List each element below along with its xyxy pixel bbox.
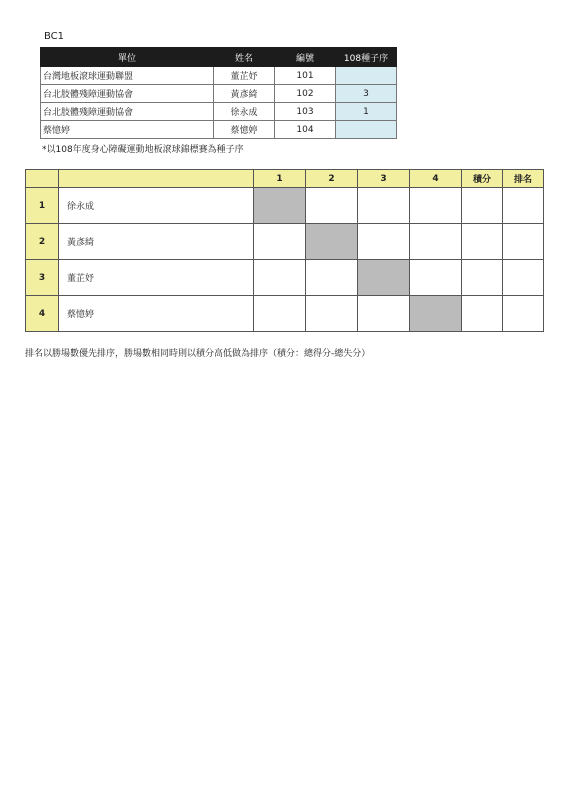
seed-row [41,121,397,139]
player-row [26,260,544,296]
header-points: 積分 [462,170,503,188]
player-row [26,224,544,260]
unit-cell: 台北肢體殘障運動協會 [41,85,214,103]
score-cell [306,296,358,332]
number-cell: 103 [275,103,336,121]
header-blank [26,170,59,188]
number-cell: 102 [275,85,336,103]
group-label: BC1 [44,31,65,42]
player-name: 徐永成 [59,188,254,224]
name-cell: 黃彥綺 [214,85,275,103]
points-cell [462,188,503,224]
rank-cell [503,260,544,296]
seed-table-header [41,48,397,67]
score-cell [358,296,410,332]
rank-cell [503,188,544,224]
header-blank [59,170,254,188]
points-cell [462,224,503,260]
seed-cell [336,121,397,139]
ranking-note: 排名以勝場數優先排序，勝場數相同時則以積分高低做為排序（積分：總得分-總失分） [25,349,371,359]
score-cell [306,188,358,224]
rank-cell [503,224,544,260]
header-rank: 排名 [503,170,544,188]
player-index: 4 [26,296,59,332]
number-cell: 101 [275,67,336,85]
score-cell [254,224,306,260]
score-cell [358,224,410,260]
seed-cell [336,67,397,85]
seed-note: *以108年度身心障礙運動地板滾球錦標賽為種子序 [42,145,244,155]
header-opponent-3: 3 [358,170,410,188]
header-seed: 108種子序 [336,48,397,67]
seed-table [40,47,397,139]
name-cell: 徐永成 [214,103,275,121]
self-match-cell [254,188,306,224]
player-index: 3 [26,260,59,296]
self-match-cell [306,224,358,260]
points-cell [462,260,503,296]
player-name: 黃彥綺 [59,224,254,260]
name-cell: 董芷妤 [214,67,275,85]
score-cell [410,260,462,296]
unit-cell: 台北肢體殘障運動協會 [41,103,214,121]
player-row [26,296,544,332]
seed-row [41,67,397,85]
seed-row [41,103,397,121]
score-cell [254,260,306,296]
header-opponent-2: 2 [306,170,358,188]
player-name: 董芷妤 [59,260,254,296]
seed-cell: 1 [336,103,397,121]
header-number: 編號 [275,48,336,67]
score-cell [410,224,462,260]
round-robin-header [26,170,544,188]
score-cell [358,188,410,224]
seed-row [41,85,397,103]
rank-cell [503,296,544,332]
round-robin-table [25,169,544,332]
self-match-cell [410,296,462,332]
header-unit: 單位 [41,48,214,67]
points-cell [462,296,503,332]
score-cell [306,260,358,296]
player-row [26,188,544,224]
score-cell [410,188,462,224]
header-opponent-4: 4 [410,170,462,188]
unit-cell: 蔡憶婷 [41,121,214,139]
player-index: 2 [26,224,59,260]
seed-cell: 3 [336,85,397,103]
score-cell [254,296,306,332]
self-match-cell [358,260,410,296]
unit-cell: 台灣地板滾球運動聯盟 [41,67,214,85]
name-cell: 蔡憶婷 [214,121,275,139]
number-cell: 104 [275,121,336,139]
player-index: 1 [26,188,59,224]
player-name: 蔡憶婷 [59,296,254,332]
header-opponent-1: 1 [254,170,306,188]
header-name: 姓名 [214,48,275,67]
